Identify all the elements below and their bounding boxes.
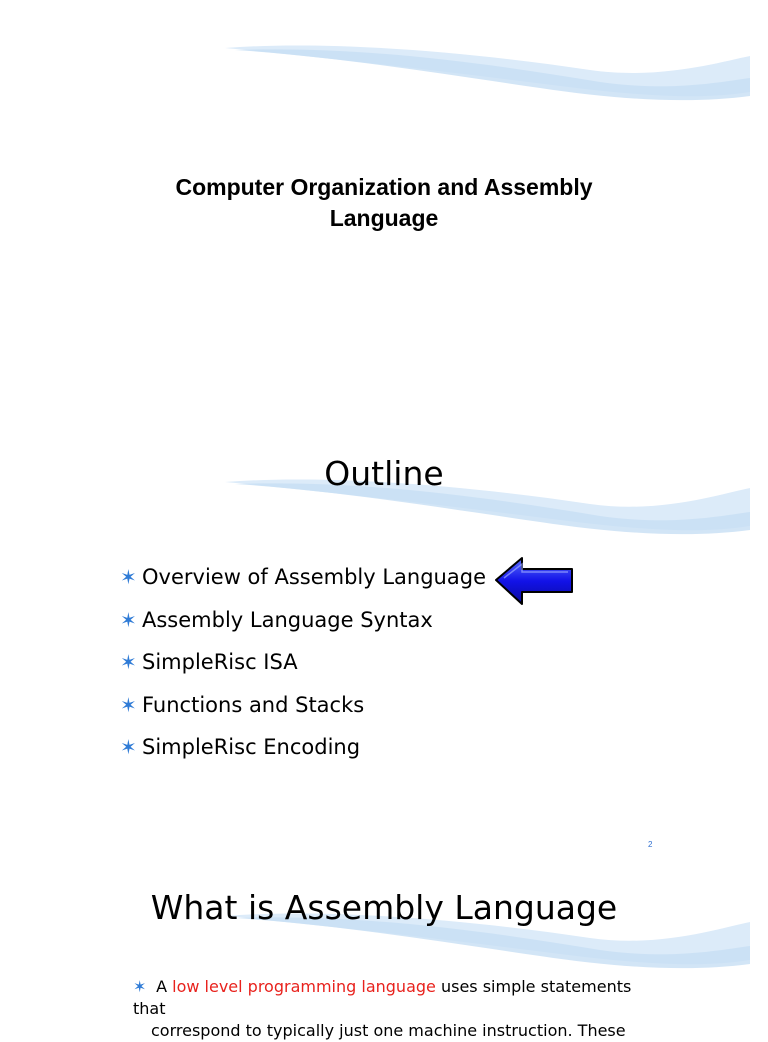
list-item-text: SimpleRisc Encoding [142, 735, 361, 759]
presentation-title [0, 172, 768, 234]
list-item [120, 605, 486, 648]
star-bullet-icon: ✶ [133, 977, 147, 996]
left-arrow-icon [492, 554, 576, 610]
star-bullet-icon: ✶ [120, 735, 137, 759]
list-item-text: Overview of Assembly Language [142, 565, 486, 589]
star-bullet-icon: ✶ [120, 692, 137, 717]
star-bullet-icon: ✶ [120, 565, 137, 589]
para-prefix: A [156, 977, 173, 996]
highlighted-term: low level programming language [172, 977, 436, 996]
title-line-1: Computer Organization and Assembly [175, 174, 593, 200]
star-bullet-icon: ✶ [120, 607, 137, 632]
list-item [120, 562, 486, 605]
list-item-text: SimpleRisc ISA [142, 650, 298, 674]
list-item-text: Assembly Language Syntax [142, 607, 433, 632]
page-number: 2 [648, 840, 653, 849]
para-line-2: correspond to typically just one machine instruction. These [151, 1021, 626, 1040]
star-bullet-icon: ✶ [120, 650, 137, 674]
list-item [120, 647, 486, 690]
list-item [120, 732, 486, 775]
para-rest: uses simple statements that [133, 977, 632, 1018]
slide-what-is-assembly [0, 864, 768, 1040]
slide-title [0, 0, 768, 432]
slide-outline [0, 432, 768, 864]
list-item [120, 690, 486, 733]
decorative-wave [0, 0, 768, 120]
outline-list [120, 562, 486, 775]
slide-title-outline: Outline [324, 454, 444, 493]
title-line-2: Language [329, 205, 439, 231]
definition-paragraph [133, 976, 653, 1042]
slide-title-what-is: What is Assembly Language [150, 888, 618, 927]
list-item-text: Functions and Stacks [142, 692, 365, 717]
